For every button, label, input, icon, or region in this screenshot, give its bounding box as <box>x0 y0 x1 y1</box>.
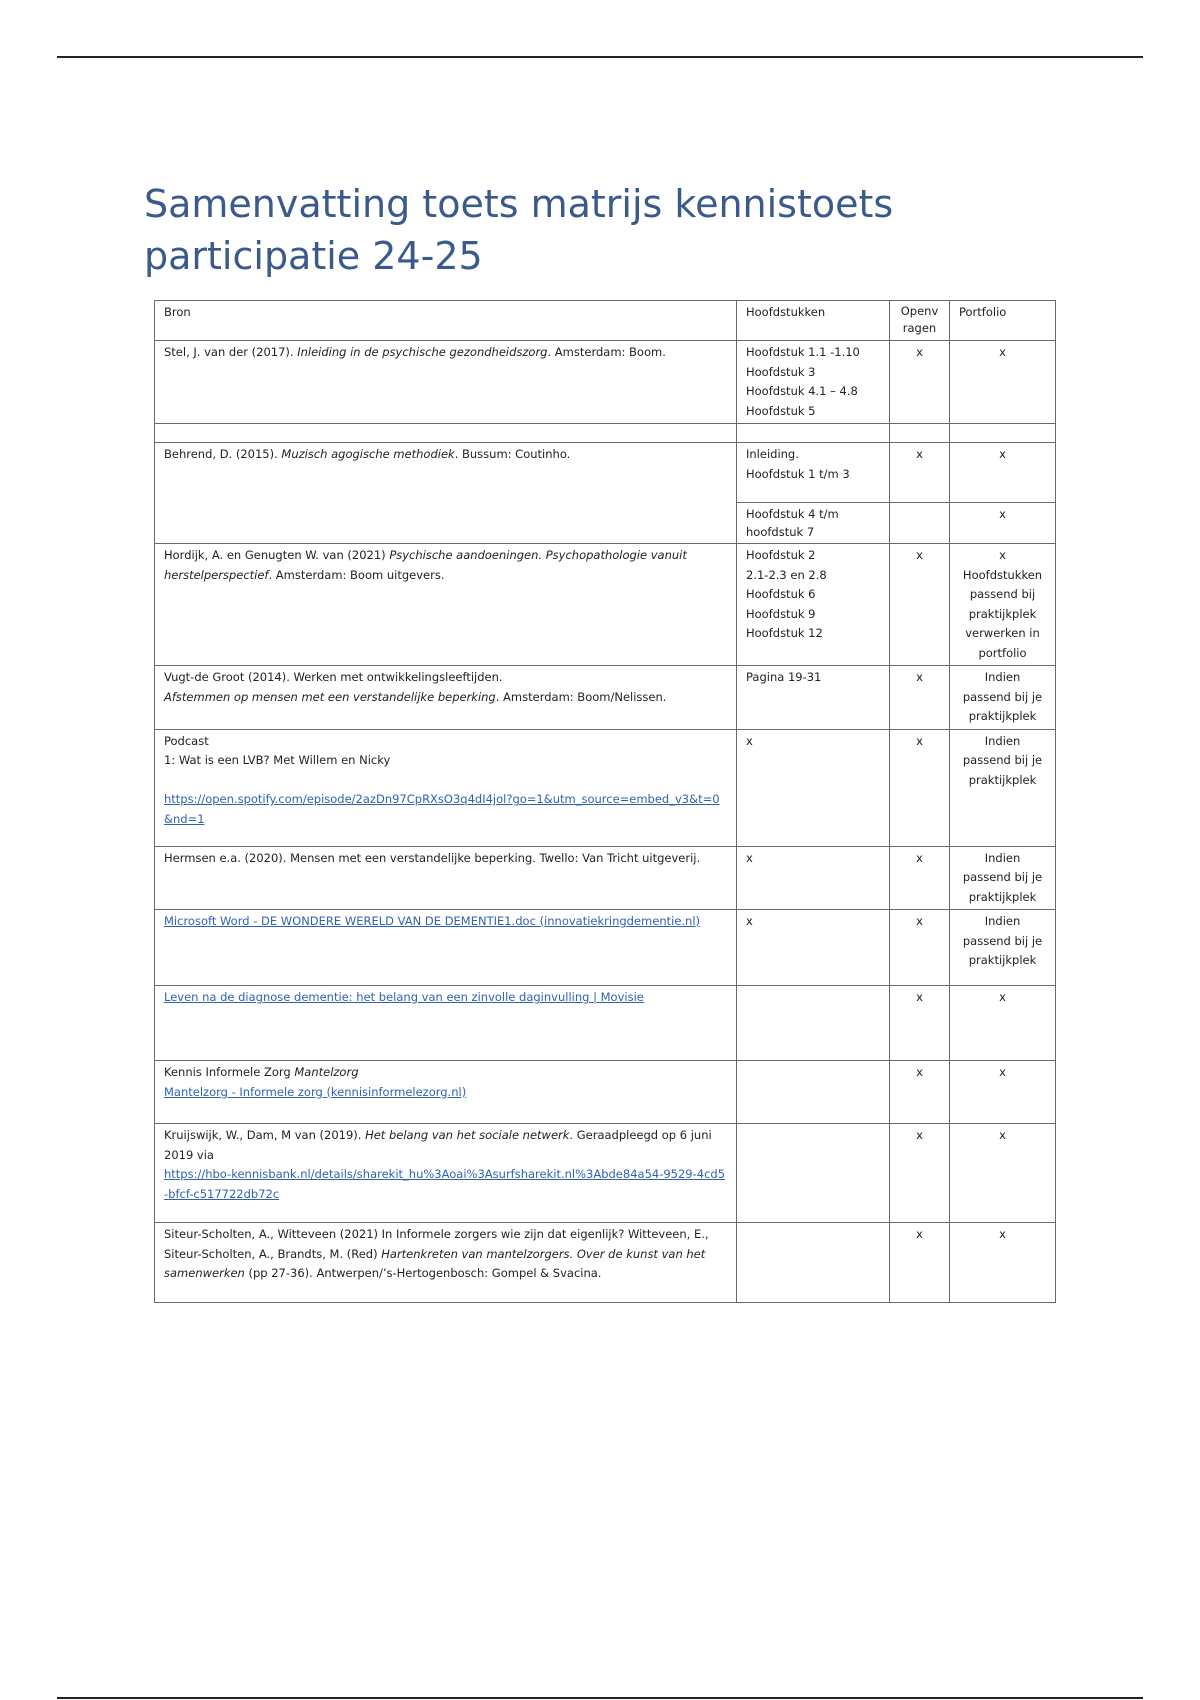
openv-mark: x <box>890 729 950 846</box>
bron-hermsen: Hermsen e.a. (2020). Mensen met een verstandelijke beperking. Twello: Van Tricht uitgeverij. <box>155 846 737 910</box>
bron-podcast: Podcast 1: Wat is een LVB? Met Willem en Nicky https://open.spotify.com/episode/2azDn97CpRXsO3q4dI4jol?go=1&utm_source=embed_v3&t=0&nd=1 <box>155 729 737 846</box>
portfolio-mark: x <box>950 1223 1056 1303</box>
portfolio-mark: x <box>950 341 1056 424</box>
table-row <box>155 1061 1056 1124</box>
empty-row <box>155 424 1056 443</box>
chapters-behrend-2: Hoofdstuk 4 t/m hoofdstuk 7 <box>737 503 890 544</box>
openv-mark: x <box>890 341 950 424</box>
podcast-link[interactable]: https://open.spotify.com/episode/2azDn97CpRXsO3q4dI4jol?go=1&utm_source=embed_v3&t=0&nd=1 <box>164 792 720 826</box>
chapters-behrend-1: Inleiding. Hoofdstuk 1 t/m 3 <box>737 443 890 503</box>
portfolio-indien: Indien passend bij je praktijkplek <box>950 910 1056 986</box>
chapters-hermsen: x <box>737 846 890 910</box>
openv-mark: x <box>890 1061 950 1124</box>
toets-matrijs-table <box>154 300 1056 1303</box>
openv-mark: x <box>890 986 950 1061</box>
bron-dementie <box>155 910 737 986</box>
table-row <box>155 666 1056 730</box>
table-header-row <box>155 301 1056 341</box>
mantelzorg-link[interactable]: Mantelzorg - Informele zorg (kennisinformelezorg.nl) <box>164 1084 467 1099</box>
bron-leven <box>155 986 737 1061</box>
bron-siteur: Siteur-Scholten, A., Witteveen (2021) In Informele zorgers wie zijn dat eigenlijk? Witteveen, E., Siteur-Scholten, A., Brandts, M. (Red) Hartenkreten van mantelzorgers. Over de kunst van het samenwerken (pp 27-36). Antwerpen/’s-Hertogenbosch: Gompel & Svacina. <box>155 1223 737 1303</box>
portfolio-hordijk: x Hoofdstukken passend bij praktijkplek verwerken in portfolio <box>950 544 1056 666</box>
page-title: Samenvatting toets matrijs kennistoets participatie 24-25 <box>144 182 894 278</box>
bron-hordijk: Hordijk, A. en Genugten W. van (2021) Psychische aandoeningen. Psychopathologie vanuit herstelperspectief. Amsterdam: Boom uitgevers. <box>155 544 737 666</box>
portfolio-indien: Indien passend bij je praktijkplek <box>950 729 1056 846</box>
portfolio-mark: x <box>950 986 1056 1061</box>
table-row <box>155 986 1056 1061</box>
table-row <box>155 1124 1056 1223</box>
openv-mark: x <box>890 544 950 666</box>
bron-kruijswijk: Kruijswijk, W., Dam, M van (2019). Het belang van het sociale netwerk. Geraadpleegd op 6 juni 2019 via https://hbo-kennisbank.nl/details/sharekit_hu%3Aoai%3Asurfsharekit.nl%3Abde84a54-9529-4cd5-bfcf-c517722db72c <box>155 1124 737 1223</box>
table-row <box>155 544 1056 666</box>
movisie-link[interactable]: Leven na de diagnose dementie: het belang van een zinvolle daginvulling | Movisie <box>164 990 644 1004</box>
table-row <box>155 910 1056 986</box>
table-row <box>155 1223 1056 1303</box>
chapters-stel: Hoofdstuk 1.1 -1.10 Hoofdstuk 3 Hoofdstuk 4.1 – 4.8 Hoofdstuk 5 <box>737 341 890 424</box>
portfolio-mark: x <box>950 503 1056 544</box>
openv-mark: x <box>890 666 950 730</box>
chapters-hordijk: Hoofdstuk 2 2.1-2.3 en 2.8 Hoofdstuk 6 Hoofdstuk 9 Hoofdstuk 12 <box>737 544 890 666</box>
chapters-podcast: x <box>737 729 890 846</box>
bron-stel: Stel, J. van der (2017). Inleiding in de psychische gezondheidszorg. Amsterdam: Boom. <box>155 341 737 424</box>
openv-mark: x <box>890 846 950 910</box>
bron-kennis: Kennis Informele Zorg Mantelzorg Mantelzorg - Informele zorg (kennisinformelezorg.nl) <box>155 1061 737 1124</box>
header-openvragen <box>890 301 950 341</box>
bron-behrend: Behrend, D. (2015). Muzisch agogische methodiek. Bussum: Coutinho. <box>155 443 737 544</box>
dementie-link[interactable]: Microsoft Word - DE WONDERE WERELD VAN DE DEMENTIE1.doc (innovatiekringdementie.nl) <box>164 914 701 928</box>
header-hoofdstukken: Hoofdstukken <box>737 301 890 341</box>
portfolio-mark: x <box>950 443 1056 503</box>
chapters-dementie: x <box>737 910 890 986</box>
table-row <box>155 341 1056 424</box>
openv-mark: x <box>890 1124 950 1223</box>
hbo-kennisbank-link[interactable]: https://hbo-kennisbank.nl/details/sharekit_hu%3Aoai%3Asurfsharekit.nl%3Abde84a54-9529-4cd5-bfcf-c517722db72c <box>164 1167 726 1201</box>
portfolio-indien: Indien passend bij je praktijkplek <box>950 846 1056 910</box>
table-row <box>155 846 1056 910</box>
portfolio-indien: Indien passend bij je praktijkplek <box>950 666 1056 730</box>
header-bron: Bron <box>155 301 737 341</box>
openv-mark: x <box>890 443 950 503</box>
table-row <box>155 443 1056 503</box>
openv-mark: x <box>890 1223 950 1303</box>
header-ragen: ragen <box>902 321 937 335</box>
table-row <box>155 729 1056 846</box>
portfolio-mark: x <box>950 1061 1056 1124</box>
header-portfolio: Portfolio <box>950 301 1056 341</box>
header-rule <box>57 56 1143 58</box>
header-openv: Openv <box>900 304 939 318</box>
footer-rule <box>57 1697 1143 1699</box>
chapters-vugt: Pagina 19-31 <box>737 666 890 730</box>
portfolio-mark: x <box>950 1124 1056 1223</box>
bron-vugt: Vugt-de Groot (2014). Werken met ontwikkelingsleeftijden. Afstemmen op mensen met een verstandelijke beperking. Amsterdam: Boom/Nelissen. <box>155 666 737 730</box>
openv-mark: x <box>890 910 950 986</box>
